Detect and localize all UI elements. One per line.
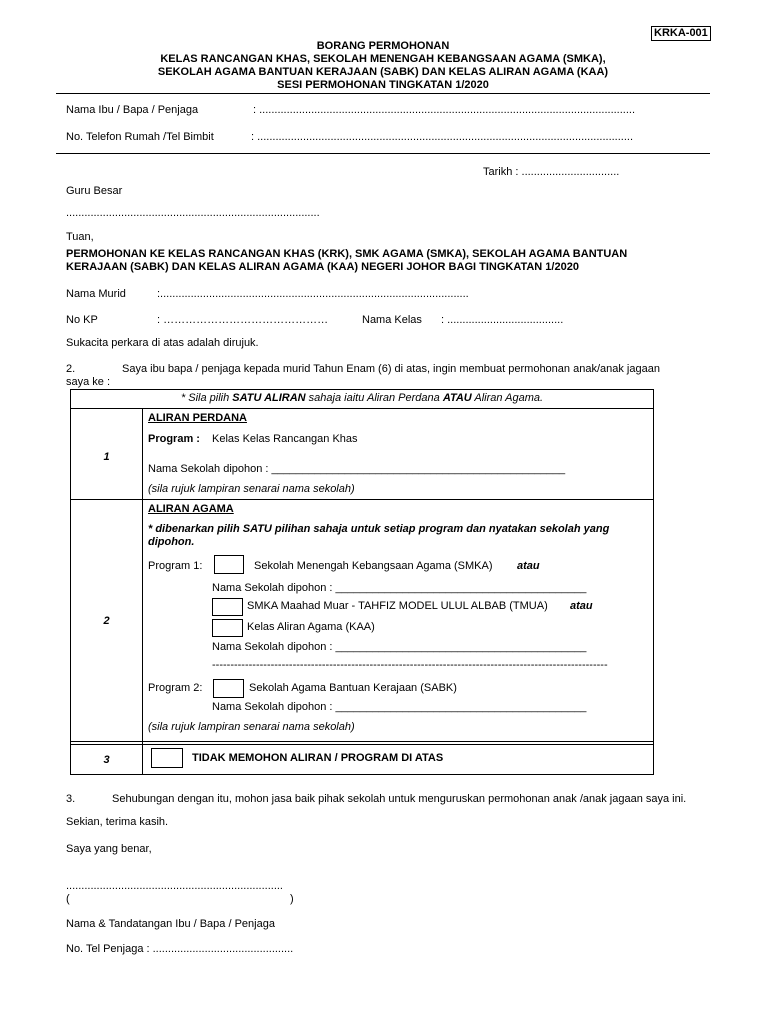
instruction-bold: SATU ALIRAN bbox=[232, 392, 306, 404]
row-2-note-line-2: dipohon. bbox=[148, 536, 195, 548]
recipient-dots[interactable]: ................................................................................... bbox=[66, 207, 320, 219]
row-3-text: TIDAK MEMOHON ALIRAN / PROGRAM DI ATAS bbox=[192, 752, 444, 764]
header-title: BORANG PERMOHONAN bbox=[316, 40, 450, 52]
divider-mid bbox=[56, 153, 710, 154]
kaa-checkbox[interactable] bbox=[212, 619, 243, 637]
kaa-label: Kelas Aliran Agama (KAA) bbox=[247, 621, 375, 633]
sabk-checkbox[interactable] bbox=[213, 679, 244, 698]
parent-phone-field[interactable]: : ........................................................................................................................... bbox=[251, 131, 634, 143]
smka-atau: atau bbox=[517, 560, 540, 572]
program-1-label: Program 1: bbox=[148, 560, 203, 572]
row-1-program-value: Kelas Kelas Rancangan Khas bbox=[212, 433, 358, 445]
paragraph-3-text: Sehubungan dengan itu, mohon jasa baik pihak sekolah untuk menguruskan permohonan anak /anak jagaan saya ini. bbox=[112, 793, 687, 805]
sabk-school-field[interactable]: Nama Sekolah dipohon : _________________________________________ bbox=[212, 701, 587, 713]
row-2-note-line-1: * dibenarkan pilih SATU pilihan sahaja untuk setiap program dan nyatakan sekolah yang bbox=[148, 523, 610, 535]
header-line-3: SEKOLAH AGAMA BANTUAN KERAJAAN (SABK) DAN KELAS ALIRAN AGAMA (KAA) bbox=[157, 66, 609, 78]
row-1-program-label bbox=[148, 433, 200, 445]
table-column-divider bbox=[142, 408, 143, 774]
student-ic-field[interactable]: : ……………………………………… bbox=[157, 314, 329, 326]
no-application-checkbox[interactable] bbox=[151, 748, 183, 768]
row-3-number: 3 bbox=[103, 754, 110, 766]
student-name-label: Nama Murid bbox=[66, 288, 126, 300]
student-class-field[interactable]: : ...................................... bbox=[441, 314, 564, 326]
instruction-prefix: * Sila pilih bbox=[180, 392, 233, 404]
smka-checkbox[interactable] bbox=[214, 555, 244, 574]
program-label: Program : bbox=[148, 433, 200, 445]
subject-line-2: KERAJAAN (SABK) DAN KELAS ALIRAN AGAMA (KAA) NEGERI JOHOR BAGI TINGKATAN 1/2020 bbox=[66, 261, 579, 273]
paragraph-1: Sukacita perkara di atas adalah dirujuk. bbox=[66, 337, 259, 349]
recipient-title: Guru Besar bbox=[66, 185, 123, 197]
salutation: Tuan, bbox=[66, 231, 94, 243]
date-field[interactable]: Tarikh : ................................ bbox=[483, 166, 620, 178]
form-code: KRKA-001 bbox=[651, 26, 711, 41]
selection-table bbox=[70, 389, 654, 775]
tmua-atau: atau bbox=[570, 600, 593, 612]
row-1-number: 1 bbox=[103, 451, 110, 463]
instruction-mid: sahaja iaitu Aliran Perdana bbox=[305, 392, 443, 404]
signature-dots[interactable]: ....................................................................... bbox=[66, 880, 283, 892]
table-divider bbox=[71, 408, 653, 409]
kaa-school-field[interactable]: Nama Sekolah dipohon : _________________________________________ bbox=[212, 641, 587, 653]
row-1-school-field[interactable]: Nama Sekolah dipohon : ________________________________________________ bbox=[148, 463, 566, 475]
form-header bbox=[56, 40, 710, 92]
guardian-phone-field[interactable]: No. Tel Penjaga : .............................................. bbox=[66, 943, 294, 955]
student-name-field[interactable]: :..................................................................................................... bbox=[157, 288, 469, 300]
header-line-2: KELAS RANCANGAN KHAS, SEKOLAH MENENGAH KEBANGSAAN AGAMA (SMKA), bbox=[160, 53, 606, 65]
table-instruction bbox=[71, 392, 653, 404]
header-session: SESI PERMOHONAN TINGKATAN 1/2020 bbox=[277, 79, 489, 91]
tmua-checkbox[interactable] bbox=[212, 598, 243, 616]
signature-paren-close: ) bbox=[290, 893, 294, 905]
program-separator: ------------------------------------------------------------------------------------------------------------ bbox=[212, 659, 608, 671]
divider-top bbox=[56, 93, 710, 94]
signature-label: Nama & Tandatangan Ibu / Bapa / Penjaga bbox=[66, 918, 275, 930]
paragraph-3-number: 3. bbox=[66, 793, 76, 805]
closing-thanks: Sekian, terima kasih. bbox=[66, 816, 169, 828]
signature-paren-open: ( bbox=[66, 893, 70, 905]
table-divider bbox=[71, 499, 653, 500]
student-class-label: Nama Kelas bbox=[362, 314, 422, 326]
parent-name-label: Nama Ibu / Bapa / Penjaga bbox=[66, 104, 199, 116]
smka-school-field[interactable]: Nama Sekolah dipohon : _________________________________________ bbox=[212, 582, 587, 594]
parent-name-field[interactable]: : ........................................................................................................................... bbox=[253, 104, 636, 116]
closing-sincerely: Saya yang benar, bbox=[66, 843, 152, 855]
table-double-divider bbox=[71, 741, 653, 745]
instruction-atau: ATAU bbox=[442, 392, 472, 404]
tmua-label: SMKA Maahad Muar - TAHFIZ MODEL ULUL ALBAB (TMUA) bbox=[247, 600, 548, 612]
paragraph-2-number: 2. bbox=[66, 363, 76, 375]
subject-line-1: PERMOHONAN KE KELAS RANCANGAN KHAS (KRK), SMK AGAMA (SMKA), SEKOLAH AGAMA BANTUAN bbox=[66, 248, 628, 260]
row-2-reference: (sila rujuk lampiran senarai nama sekolah) bbox=[148, 721, 355, 733]
row-2-number: 2 bbox=[103, 615, 110, 627]
sabk-label: Sekolah Agama Bantuan Kerajaan (SABK) bbox=[249, 682, 457, 694]
smka-label: Sekolah Menengah Kebangsaan Agama (SMKA) bbox=[254, 560, 493, 572]
row-1-title: ALIRAN PERDANA bbox=[148, 412, 247, 424]
parent-phone-label: No. Telefon Rumah /Tel Bimbit bbox=[66, 131, 214, 143]
program-2-label: Program 2: bbox=[148, 682, 203, 694]
paragraph-2-line-1: Saya ibu bapa / penjaga kepada murid Tahun Enam (6) di atas, ingin membuat permohonan anak/anak jagaan bbox=[122, 363, 660, 375]
paragraph-2-line-2: saya ke : bbox=[66, 376, 111, 388]
row-2-title: ALIRAN AGAMA bbox=[148, 503, 234, 515]
row-1-reference: (sila rujuk lampiran senarai nama sekolah) bbox=[148, 483, 355, 495]
student-ic-label: No KP bbox=[66, 314, 98, 326]
instruction-suffix: Aliran Agama. bbox=[471, 392, 544, 404]
